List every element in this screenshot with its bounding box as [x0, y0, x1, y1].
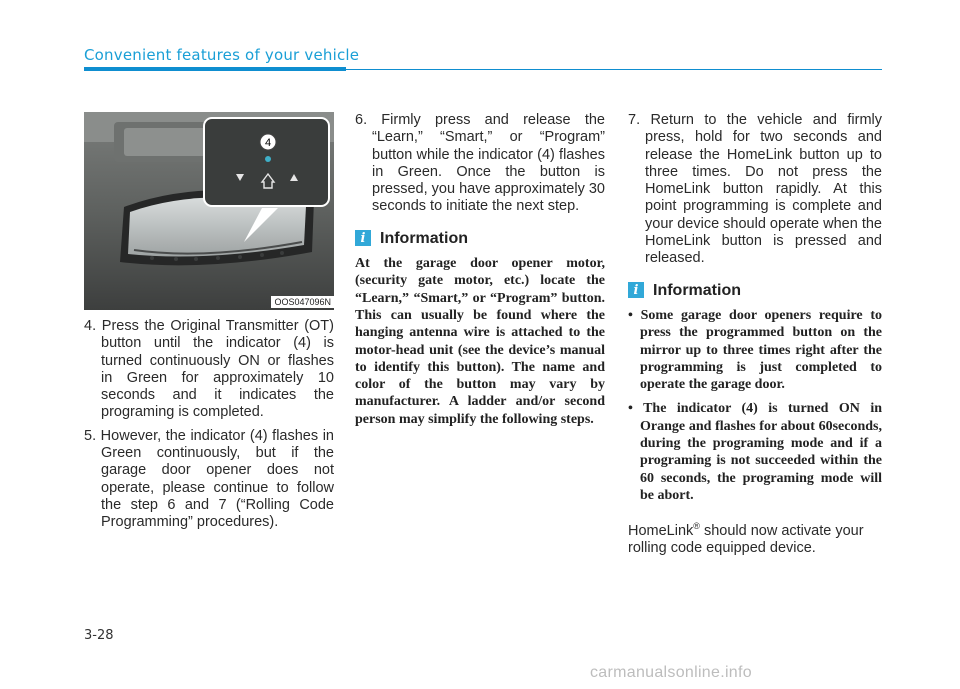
step-7: 7. Return to the vehicle and firmly press, hold for two seconds and release the HomeLink button up to three times. Do not press the HomeLink button rapidly. At this point programming is complete and your device should operate when the HomeLink button is pressed and released. [628, 112, 882, 267]
step-4: 4. Press the Original Transmitter (OT) button until the indicator (4) is turned continuously ON or flashes in Green for approximately 10 seconds and it indicates the programing is completed. [84, 318, 334, 421]
closing-text [628, 518, 882, 557]
step-6: 6. Firmly press and release the “Learn,” “Smart,” or “Program” button while the indicator (4) flashes in Green. Once the button is pressed, you have approximately 30 seconds to initiate the next step. [355, 112, 605, 215]
info-heading [355, 230, 605, 247]
mirror-photo [84, 112, 334, 310]
registered-mark: ® [693, 521, 700, 532]
info-heading [628, 282, 882, 299]
column-3 [628, 112, 882, 572]
info-bullet: • Some garage door openers require to press the programmed button on the mirror up to three times right after the programming is just completed to operate the garage door. [628, 307, 882, 393]
info-icon: i [355, 230, 371, 246]
homelink-brand: HomeLink [628, 523, 694, 540]
column-2 [355, 112, 605, 428]
section-header-title: Convenient features of your vehicle [84, 46, 360, 64]
info-body: At the garage door opener motor, (security gate motor, etc.) locate the “Learn,” “Smart,” or “Program” button. This can usually be found where the hanging antenna wire is attached to the motor-head unit (see the device’s manual to identify this button). The name and color of the button may vary by manufacturer. A ladder and/or second person may simplify the following steps. [355, 256, 605, 427]
info-title: Information [380, 229, 468, 247]
info-title: Information [653, 281, 741, 299]
callout-number: 4 [264, 137, 272, 149]
header-bar [84, 67, 346, 71]
mirror-illustration [84, 112, 334, 310]
header-rule [346, 69, 882, 70]
watermark: carmanualsonline.info [590, 664, 752, 681]
info-bullet: • The indicator (4) is turned ON in Orange and flashes for about 60seconds, during the programing mode and if a programing is not succeeded within the 60 seconds, the programing mode will be abort. [628, 401, 882, 503]
column-1 [84, 318, 334, 538]
info-icon: i [628, 282, 644, 298]
page-number: 3-28 [84, 628, 114, 643]
closing-sentence: should now activate your rolling code equipped device. [628, 523, 864, 557]
figure-caption: OOS047096N [271, 296, 334, 308]
step-5: 5. However, the indicator (4) flashes in Green continuously, but if the garage door opener does not operate, please continue to follow the step 6 and 7 (“Rolling Code Programming” procedures). [84, 427, 334, 531]
